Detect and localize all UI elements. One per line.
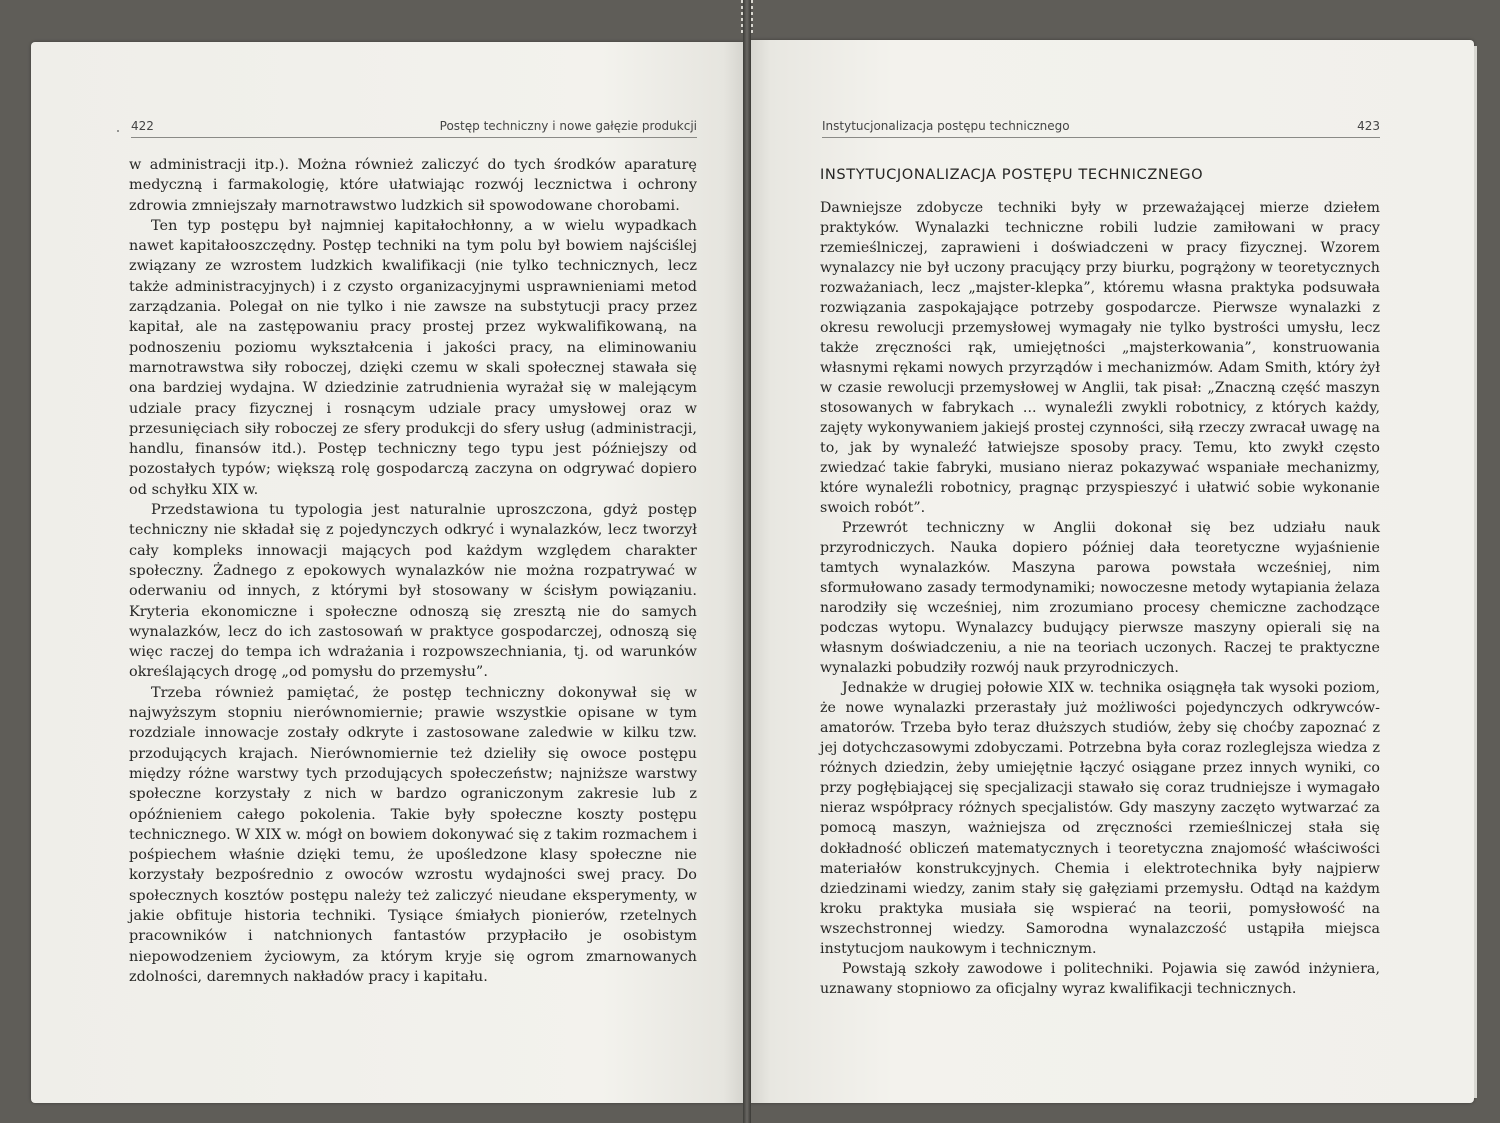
right-page-header [822,119,1380,138]
left-paragraph-1: w administracji itp.). Można również zaliczyć do tych środków aparaturę medyczną i farmakologię, które ułatwiając rozwój lecznictwa i ochrony zdrowia zmniejszały marnotrawstwo ludzkich sił spowodowane chorobami. [129,157,697,214]
page-mark [117,130,119,132]
left-running-head: Postęp techniczny i nowe gałęzie produkcji [439,119,697,133]
page-edge [1474,46,1477,1098]
left-page-number: 422 [131,119,154,133]
right-page-number: 423 [1357,119,1380,133]
left-paragraph-4: Trzeba również pamiętać, że postęp techniczny dokonywał się w najwyższym stopniu nierównomiernie; prawie wszystkie opisane w tym rozdziale innowacje zostały odkryte i zastosowane zaledwie w kilku tzw. przodujących krajach. Nierównomiernie też dzieliły się owoce postępu między różne warstwy tych przodujących społeczeństw; najniższe warstwy społeczne korzystały z nich w bardzo ograniczonym zakresie lub z opóźnieniem całego pokolenia. Takie były społeczne koszty postępu technicznego. W XIX w. mógł on bowiem dokonywać się z takim rozmachem i pośpiechem właśnie dzięki temu, że upośledzone klasy społeczne nie korzystały bezpośrednio z owoców wzrostu wydajności swej pracy. Do społecznych kosztów postępu należy też zaliczyć nieudane eksperymenty, w jakie obfituje historia techniki. Tysiące śmiałych pionierów, rzetelnych pracowników i natchnionych fantastów przypłaciło je osobistym niepowodzeniem życiowym, za którym kryje się ogrom zmarnowanych zdolności, daremnych nakładów pracy i kapitału. [129,684,697,985]
left-page-body [129,155,697,987]
right-paragraph-1: Dawniejsze zdobycze techniki były w przeważającej mierze dziełem praktyków. Wynalazki techniczne robili ludzie zamiłowani w pracy rzemieślniczej, zaprawieni i doświadczeni w pracy fizycznej. Wzorem wynalazcy nie był uczony pracujący przy biurku, pogrążony w teoretycznych rozważaniach, lecz „majster-klepka”, któremu własna praktyka podsuwała rozwiązania zaspokajające potrzeby gospodarcze. Pierwsze wynalazki z okresu rewolucji przemysłowej wymagały nie tylko bystrości umysłu, lecz także zręczności rąk, umiejętności „majsterkowania”, konstruowania własnymi rękami nowych przyrządów i mechanizmów. Adam Smith, który żył w czasie rewolucji przemysłowej w Anglii, tak pisał: „Znaczną część maszyn stosowanych w fabrykach ... wynaleźli zwykli robotnicy, z których każdy, zajęty wykonywaniem jakiejś prostej czynności, siłą rzeczy zwracał uwagę na to, jak by wynaleźć łatwiejsze sposoby pracy. Temu, kto zwykł często zwiedzać takie fabryki, musiano nieraz pokazywać wspaniałe mechanizmy, które wynaleźli robotnicy, pragnąc przyspieszyć i ułatwić sobie wykonanie swoich robót”. [820,200,1380,517]
left-page-header [131,119,697,138]
right-paragraph-3: Jednakże w drugiej połowie XIX w. technika osiągnęła tak wysoki poziom, że nowe wynalazki przerastały już możliwości pojedynczych odkrywców-amatorów. Trzeba było teraz dłuższych studiów, żeby się choćby zapoznać z jej dotychczasowymi zdobyczami. Potrzebna była coraz rozleglejsza wiedza z różnych dziedzin, żeby umiejętnie łączyć osiągane przez innych wyniki, co przy pogłębiającej się specjalizacji stawało się coraz trudniejsze i wymagało nieraz współpracy różnych specjalistów. Gdy maszyny zaczęto wytwarzać za pomocą maszyn, ważniejsza od zręczności rzemieślniczej stała się dokładność obliczeń matematycznych i teoretyczna znajomość właściwości materiałów konstrukcyjnych. Chemia i elektrotechnika były najpierw dziedzinami wiedzy, zanim stały się gałęziami przemysłu. Odtąd na każdym kroku praktyka musiała się wspierać na teorii, pomysłowość na wszechstronnej wiedzy. Samorodna wynalazczość ustąpiła miejsca instytucjom naukowym i technicznym. [820,680,1380,957]
book-gutter [743,0,751,1123]
right-page-body [820,198,1380,999]
right-paragraph-4: Powstają szkoły zawodowe i politechniki. Pojawia się zawód inżyniera, uznawany stopniowo za oficjalny wyraz kwalifikacji technicznych. [820,960,1380,997]
left-paragraph-3: Przedstawiona tu typologia jest naturalnie uproszczona, gdyż postęp techniczny nie składał się z pojedynczych odkryć i wynalazków, lecz tworzył cały kompleks innowacji mających pod każdym względem charakter społeczny. Żadnego z epokowych wynalazków nie można rozpatrywać w oderwaniu od innych, z którymi był stosowany w ścisłym powiązaniu. Kryteria ekonomiczne i społeczne odnoszą się zresztą nie do samych wynalazków, lecz do ich zastosowań w praktyce gospodarczej, odnoszą się więc raczej do tempa ich wdrażania i rozpowszechniania, tj. od warunków określających drogę „od pomysłu do przemysłu”. [129,502,697,681]
section-title: INSTYTUCJONALIZACJA POSTĘPU TECHNICZNEGO [820,166,1204,183]
right-paragraph-2: Przewrót techniczny w Anglii dokonał się bez udziału nauk przyrodniczych. Nauka dopiero później dała teoretyczne wyjaśnienie tamtych wynalazków. Maszyna parowa powstała wcześniej, nim sformułowano zasady termodynamiki; nowoczesne metody wytapiania żelaza narodziły się wcześniej, nim zrozumiano procesy chemiczne zachodzące podczas wytopu. Wynalazcy budujący pierwsze maszyny opierali się na własnym doświadczeniu, a nie na teoriach uczonych. Raczej te praktyczne wynalazki pobudziły rozwój nauk przyrodniczych. [820,520,1380,677]
left-paragraph-2: Ten typ postępu był najmniej kapitałochłonny, a w wielu wypadkach nawet kapitałooszczędny. Postęp techniki na tym polu był bowiem najściślej związany ze wzrostem ludzkich kwalifikacji (nie tylko technicznych, lecz także administracyjnych) i z czysto organizacyjnymi usprawnieniami metod zarządzania. Polegał on nie tylko i nie zawsze na substytucji pracy przez kapitał, ale na zastępowaniu pracy prostej przez wykwalifikowaną, na podnoszeniu poziomu wykształcenia i jakości pracy, na eliminowaniu marnotrawstwa siły roboczej, dzięki czemu w skali społecznej stawała się ona bardziej wydajna. W dziedzinie zatrudnienia wyrażał się w malejącym udziale pracy fizycznej i rosnącym udziale pracy umysłowej oraz w przesunięciach siły roboczej ze sfery produkcji do sfery usług (administracji, handlu, finansów itd.). Postęp techniczny tego typu jest późniejszy od pozostałych typów; większą rolę gospodarczą zaczyna on odgrywać dopiero od schyłku XIX w. [129,217,697,498]
right-running-head: Instytucjonalizacja postępu technicznego [822,119,1070,133]
